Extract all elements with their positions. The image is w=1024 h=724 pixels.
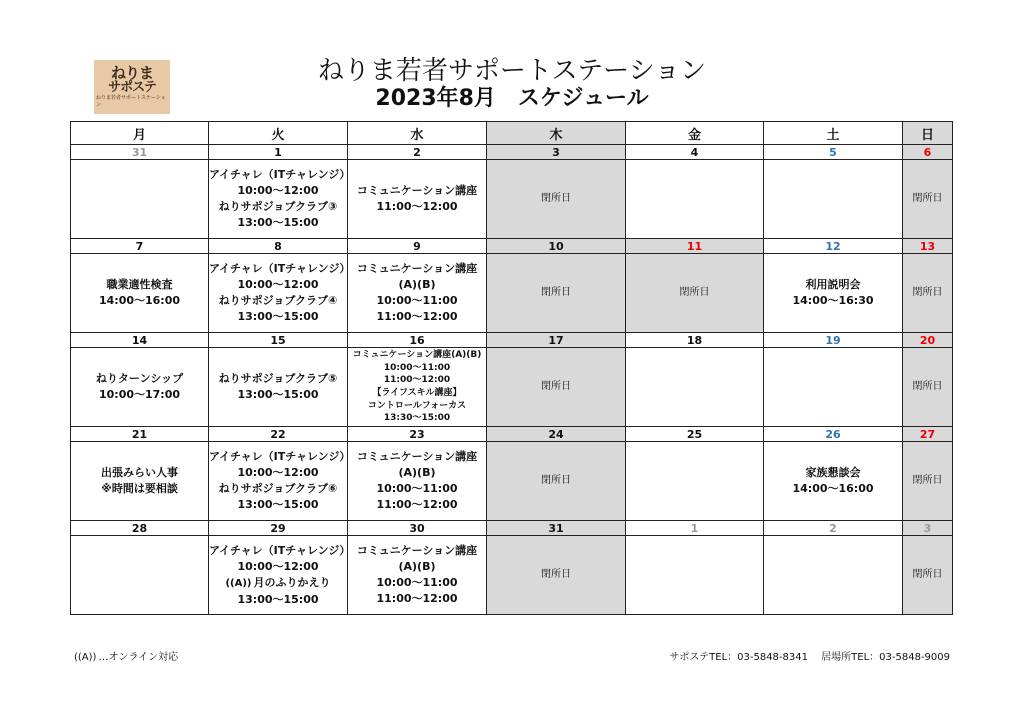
event-text: 13:00～15:00: [237, 388, 319, 401]
event-text: 14:00～16:30: [792, 294, 874, 307]
date-number: 25: [626, 427, 764, 442]
antenna-icon: ((A)): [74, 652, 97, 663]
event-text: 10:00～11:00: [376, 576, 458, 589]
event-text: 閉所日: [541, 287, 571, 298]
event-line: [348, 591, 486, 607]
event-text: アイチャレ（ITチャレンジ）: [209, 262, 351, 275]
event-text: アイチャレ（ITチャレンジ）: [209, 450, 351, 463]
date-row: [71, 239, 953, 254]
event-line: [903, 285, 952, 301]
closed-day-cell: [903, 160, 953, 239]
event-line: [71, 277, 208, 293]
page-title: ねりま若者サポートステーション: [317, 56, 707, 86]
date-number: 1: [209, 145, 348, 160]
date-row: [71, 521, 953, 536]
date-number: 31: [71, 145, 209, 160]
date-row: [71, 145, 953, 160]
date-number: 20: [903, 333, 953, 348]
event-line: [209, 309, 347, 325]
event-cell: [626, 160, 764, 239]
event-text: 閉所日: [912, 193, 943, 204]
closed-day-cell: [903, 536, 953, 615]
event-line: [348, 374, 486, 387]
event-text: 出張みらい人事: [101, 466, 178, 479]
event-line: [209, 261, 351, 277]
event-line: [348, 183, 486, 199]
date-number: 27: [903, 427, 953, 442]
event-cell: [348, 348, 487, 427]
date-number: 10: [487, 239, 626, 254]
event-line: [348, 362, 486, 375]
closed-day-cell: [903, 254, 953, 333]
date-number: 2: [348, 145, 487, 160]
date-number: 3: [903, 521, 953, 536]
event-line: [209, 465, 347, 481]
event-row: [71, 442, 953, 521]
logo-line1: ねりま: [110, 63, 153, 82]
date-number: 21: [71, 427, 209, 442]
event-line: [348, 293, 486, 309]
event-text: 閉所日: [912, 381, 943, 392]
event-text: ねりサポジョブクラブ⑥: [218, 482, 338, 495]
event-line: [903, 191, 952, 207]
event-line: [71, 465, 208, 481]
event-line: [209, 543, 351, 559]
event-text: 閉所日: [541, 475, 571, 486]
event-text: 13:30～15:00: [383, 413, 451, 424]
event-text: 【ライフスキル講座】: [372, 388, 462, 398]
event-text: 閉所日: [912, 569, 943, 580]
event-line: [209, 167, 351, 183]
event-line: [348, 481, 486, 497]
event-cell: [348, 160, 487, 239]
online-legend: [74, 648, 178, 663]
event-line: [209, 371, 347, 387]
weekday-header-row: [71, 122, 953, 145]
closed-day-cell: [487, 160, 626, 239]
event-row: [71, 160, 953, 239]
event-line: [487, 567, 625, 583]
event-cell: [764, 348, 903, 427]
weekday-header: 水: [348, 122, 487, 145]
event-line: [209, 481, 347, 497]
date-number: 11: [626, 239, 764, 254]
event-line: [348, 309, 486, 325]
event-line: [348, 449, 486, 481]
date-number: 29: [209, 521, 348, 536]
date-number: 24: [487, 427, 626, 442]
schedule-calendar: [70, 121, 953, 615]
event-text: 11:00～12:00: [383, 375, 451, 386]
event-text: 月のふりかえり: [253, 575, 331, 589]
event-row: [71, 254, 953, 333]
event-cell: [209, 160, 351, 239]
event-text: 10:00～12:00: [237, 184, 319, 197]
event-line: [71, 481, 208, 497]
closed-day-cell: [626, 254, 764, 333]
event-line: [764, 481, 902, 497]
event-cell: [626, 442, 764, 521]
event-line: [764, 465, 902, 481]
weekday-header: 日: [903, 122, 953, 145]
date-number: 30: [348, 521, 487, 536]
event-cell: [348, 442, 487, 521]
event-line: [348, 543, 486, 575]
event-text: 10:00～11:00: [376, 294, 458, 307]
event-text: アイチャレ（ITチャレンジ）: [209, 543, 351, 557]
event-cell: [626, 348, 764, 427]
date-number: 19: [764, 333, 903, 348]
date-number: 1: [626, 521, 764, 536]
logo-line3: ねりま若者サポートステーション: [96, 94, 166, 108]
date-row: [71, 333, 953, 348]
event-text: 10:00～12:00: [237, 559, 319, 573]
event-line: [209, 575, 347, 592]
event-text: 14:00～16:00: [792, 482, 874, 495]
closed-day-cell: [487, 348, 626, 427]
date-number: 12: [764, 239, 903, 254]
date-number: 28: [71, 521, 209, 536]
event-text: 10:00～11:00: [376, 482, 458, 495]
event-text: 閉所日: [541, 569, 571, 580]
event-text: 10:00～11:00: [383, 362, 451, 373]
event-text: 14:00～16:00: [98, 294, 181, 307]
event-text: 10:00～12:00: [237, 278, 319, 291]
event-text: コントロールフォーカス: [367, 400, 467, 411]
event-line: [348, 412, 486, 425]
event-text: 閉所日: [541, 193, 571, 204]
weekday-header: 土: [764, 122, 903, 145]
event-text: 家族懇談会: [805, 466, 861, 479]
event-text: コミュニケーション講座: [356, 184, 478, 197]
event-line: [764, 277, 902, 293]
closed-day-cell: [487, 442, 626, 521]
event-line: [348, 349, 486, 362]
event-text: 11:00～12:00: [376, 200, 458, 213]
event-cell: [764, 442, 903, 521]
closed-day-cell: [487, 536, 626, 615]
date-number: 9: [348, 239, 487, 254]
date-number: 17: [487, 333, 626, 348]
event-cell: [764, 254, 903, 333]
event-line: [209, 449, 351, 465]
event-text: ねりサポジョブクラブ④: [218, 294, 338, 307]
event-line: [626, 285, 763, 301]
event-cell: [209, 348, 348, 427]
event-line: [764, 293, 902, 309]
event-text: 13:00～15:00: [237, 592, 319, 606]
event-cell: [209, 536, 351, 615]
event-line: [487, 191, 625, 207]
event-line: [348, 400, 486, 413]
event-line: [348, 387, 486, 400]
event-cell: [626, 536, 764, 615]
event-text: 10:00～12:00: [237, 466, 319, 479]
event-line: [903, 567, 952, 583]
event-text: 閉所日: [679, 287, 710, 298]
date-number: 26: [764, 427, 903, 442]
event-line: [71, 387, 208, 403]
event-row: [71, 348, 953, 427]
event-line: [209, 293, 347, 309]
event-line: [348, 199, 486, 215]
event-cell: [764, 536, 903, 615]
event-cell: [71, 254, 209, 333]
event-text: 10:00～17:00: [98, 388, 181, 401]
event-cell: [71, 348, 209, 427]
closed-day-cell: [903, 348, 953, 427]
event-cell: [209, 442, 351, 521]
date-number: 14: [71, 333, 209, 348]
event-text: ねりサポジョブクラブ③: [218, 200, 338, 213]
event-text: 閉所日: [912, 475, 943, 486]
closed-day-cell: [903, 442, 953, 521]
event-line: [903, 379, 952, 395]
closed-day-cell: [487, 254, 626, 333]
event-text: アイチャレ（ITチャレンジ）: [209, 168, 351, 181]
event-line: [209, 277, 347, 293]
date-number: 23: [348, 427, 487, 442]
event-text: ねりターンシップ: [95, 372, 184, 385]
event-text: コミュニケーション講座(A)(B): [356, 450, 478, 479]
weekday-header: 月: [71, 122, 209, 145]
event-line: [903, 473, 952, 489]
event-text: 閉所日: [541, 381, 571, 392]
date-number: 16: [348, 333, 487, 348]
event-line: [71, 371, 208, 387]
event-text: 11:00～12:00: [376, 592, 458, 605]
date-row: [71, 427, 953, 442]
event-line: [71, 293, 208, 309]
event-cell: [348, 536, 487, 615]
online-legend-text: …オンライン対応: [98, 652, 179, 663]
antenna-icon: ((A)): [225, 577, 252, 589]
event-line: [209, 199, 347, 215]
date-number: 18: [626, 333, 764, 348]
date-number: 2: [764, 521, 903, 536]
page-subtitle: 2023年8月 スケジュール: [375, 86, 649, 111]
event-text: 13:00～15:00: [237, 216, 319, 229]
event-line: [209, 387, 347, 403]
date-number: 22: [209, 427, 348, 442]
event-line: [487, 379, 625, 395]
weekday-header: 木: [487, 122, 626, 145]
event-text: 閉所日: [912, 287, 943, 298]
event-text: コミュニケーション講座(A)(B): [356, 544, 478, 573]
event-text: 13:00～15:00: [237, 310, 319, 323]
event-text: ※時間は要相談: [101, 482, 178, 495]
event-line: [487, 285, 625, 301]
event-line: [209, 592, 347, 608]
event-text: 11:00～12:00: [376, 498, 458, 511]
event-cell: [764, 160, 903, 239]
date-number: 7: [71, 239, 209, 254]
event-cell: [71, 160, 209, 239]
date-number: 4: [626, 145, 764, 160]
event-line: [209, 497, 347, 513]
event-text: コミュニケーション講座(A)(B): [352, 350, 482, 361]
date-number: 13: [903, 239, 953, 254]
date-number: 6: [903, 145, 953, 160]
event-cell: [71, 536, 209, 615]
event-cell: [348, 254, 487, 333]
date-number: 31: [487, 521, 626, 536]
event-line: [487, 473, 625, 489]
event-line: [348, 497, 486, 513]
event-text: 13:00～15:00: [237, 498, 319, 511]
event-line: [209, 559, 347, 575]
event-row: [71, 536, 953, 615]
event-line: [209, 183, 347, 199]
event-line: [209, 215, 347, 231]
event-line: [348, 575, 486, 591]
date-number: 5: [764, 145, 903, 160]
event-cell: [209, 254, 351, 333]
event-text: 利用説明会: [805, 278, 861, 291]
contact-info: サポステTEL：03-5848-8341 居場所TEL：03-5848-9009: [669, 652, 950, 663]
event-cell: [71, 442, 209, 521]
event-line: [348, 261, 486, 293]
weekday-header: 火: [209, 122, 348, 145]
date-number: 15: [209, 333, 348, 348]
event-text: ねりサポジョブクラブ⑤: [218, 372, 338, 385]
event-text: 11:00～12:00: [376, 310, 458, 323]
event-text: 職業適性検査: [106, 278, 173, 291]
weekday-header: 金: [626, 122, 764, 145]
event-text: コミュニケーション講座(A)(B): [356, 262, 478, 291]
date-number: 3: [487, 145, 626, 160]
logo-line2: サポステ: [108, 79, 156, 95]
date-number: 8: [209, 239, 348, 254]
